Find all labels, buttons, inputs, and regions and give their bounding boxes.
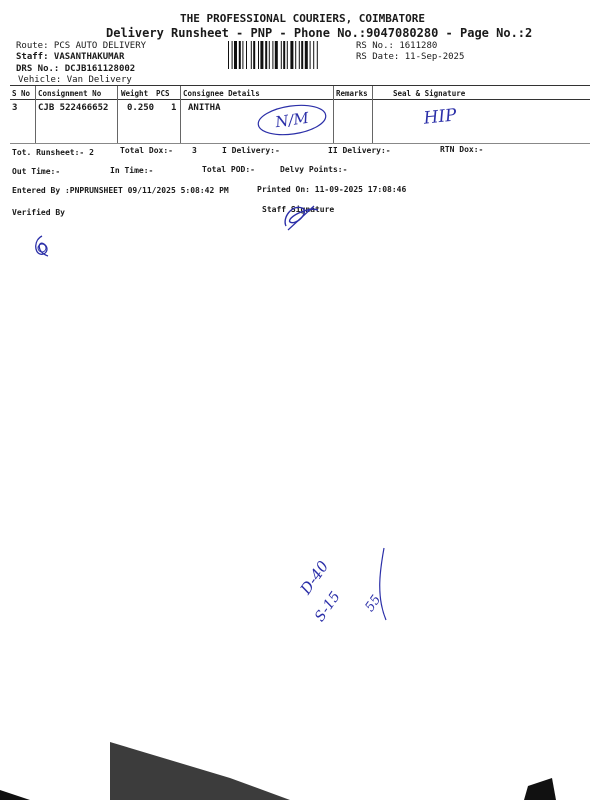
barcode-bar (283, 41, 285, 69)
i-delivery: I Delivery:- (222, 146, 280, 155)
scan-artifact-icon (0, 720, 600, 800)
barcode-bar (290, 41, 293, 69)
row-pcs: 1 (171, 103, 177, 113)
barcode-bar (305, 41, 308, 69)
barcode-bar (301, 41, 303, 69)
barcode-bar (260, 41, 263, 69)
divider-line (10, 85, 590, 86)
total-dox-value: 3 (192, 146, 197, 155)
barcode-bar (228, 41, 229, 69)
col-header-consignee: Consignee Details (183, 89, 260, 98)
drs-number: DRS No.: DCJB161128002 (16, 64, 136, 74)
printed-on: Printed On: 11-09-2025 17:08:46 (257, 185, 407, 194)
barcode-bar (258, 41, 259, 69)
column-divider (35, 86, 36, 143)
barcode-bar (265, 41, 267, 69)
barcode-bar (313, 41, 314, 69)
barcode-bar (269, 41, 270, 69)
row-consignee: ANITHA (188, 103, 221, 113)
tot-runsheet: Tot. Runsheet:- 2 (12, 148, 94, 157)
staff-label: Staff: VASANTHAKUMAR (16, 52, 125, 62)
barcode-bar (239, 41, 241, 69)
barcode-bar (317, 41, 318, 69)
row-weight: 0.250 (127, 103, 155, 113)
vehicle-label: Vehicle: Van Delivery (18, 75, 132, 85)
column-divider (117, 86, 118, 143)
row-sno: 3 (12, 103, 18, 113)
col-header-pcs: PCS (156, 89, 170, 98)
out-time: Out Time:- (12, 167, 61, 176)
handwritten-remark-icon (252, 100, 332, 140)
barcode-icon (228, 41, 352, 69)
col-header-consignment: Consignment No (38, 89, 102, 98)
barcode-bar (310, 41, 311, 69)
barcode-bar (242, 41, 243, 69)
row-consignment-no: CJB 522466652 (38, 103, 109, 113)
in-time: In Time:- (110, 166, 154, 175)
delvy-points: Delvy Points:- (280, 165, 348, 174)
staff-signature-icon (278, 198, 328, 234)
handwritten-seal-text: HIP (422, 105, 458, 129)
barcode-bar (275, 41, 278, 69)
handwritten-seal-icon (410, 100, 470, 132)
note-line1: D-40 (296, 557, 333, 598)
company-name: THE PROFESSIONAL COURIERS, COIMBATORE (180, 12, 426, 25)
col-header-seal-signature: Seal & Signature (393, 89, 466, 98)
col-header-sno: S No (12, 89, 31, 98)
col-header-remarks: Remarks (336, 89, 368, 98)
entered-by: Entered By :PNPRUNSHEET 09/11/2025 5:08:42 PM (12, 186, 229, 195)
col-header-weight: Weight (121, 89, 149, 98)
verified-by: Verified By (12, 208, 65, 217)
staff-signature-label: Staff Signature (262, 205, 335, 214)
barcode-bar (246, 41, 247, 69)
handwritten-note-icon (290, 540, 410, 630)
barcode-bar (253, 41, 255, 69)
column-divider (180, 86, 181, 143)
barcode-bar (299, 41, 300, 69)
rs-date: RS Date: 11-Sep-2025 (356, 52, 465, 62)
barcode-bar (281, 41, 282, 69)
total-pod: Total POD:- (202, 165, 255, 174)
note-line3: 55 (362, 592, 385, 615)
barcode-bar (251, 41, 252, 69)
divider-line (10, 143, 590, 144)
rs-number: RS No.: 1611280 (356, 41, 438, 51)
barcode-bar (234, 41, 237, 69)
handwritten-remark-text: N/M (274, 108, 310, 132)
runsheet-title: Delivery Runsheet - PNP - Phone No.:9047080280 - Page No.:2 (106, 26, 533, 40)
barcode-bar (272, 41, 273, 69)
barcode-bar (232, 41, 233, 69)
column-divider (333, 86, 334, 143)
verifier-initials-icon (30, 232, 54, 260)
total-dox-label: Total Dox:- (120, 146, 173, 155)
barcode-bar (295, 41, 296, 69)
rtn-dox: RTN Dox:- (440, 145, 484, 154)
ii-delivery: II Delivery:- (328, 146, 391, 155)
note-line2: S-15 (311, 588, 344, 625)
route-label: Route: PCS AUTO DELIVERY (16, 41, 147, 51)
column-divider (372, 86, 373, 143)
barcode-bar (287, 41, 288, 69)
